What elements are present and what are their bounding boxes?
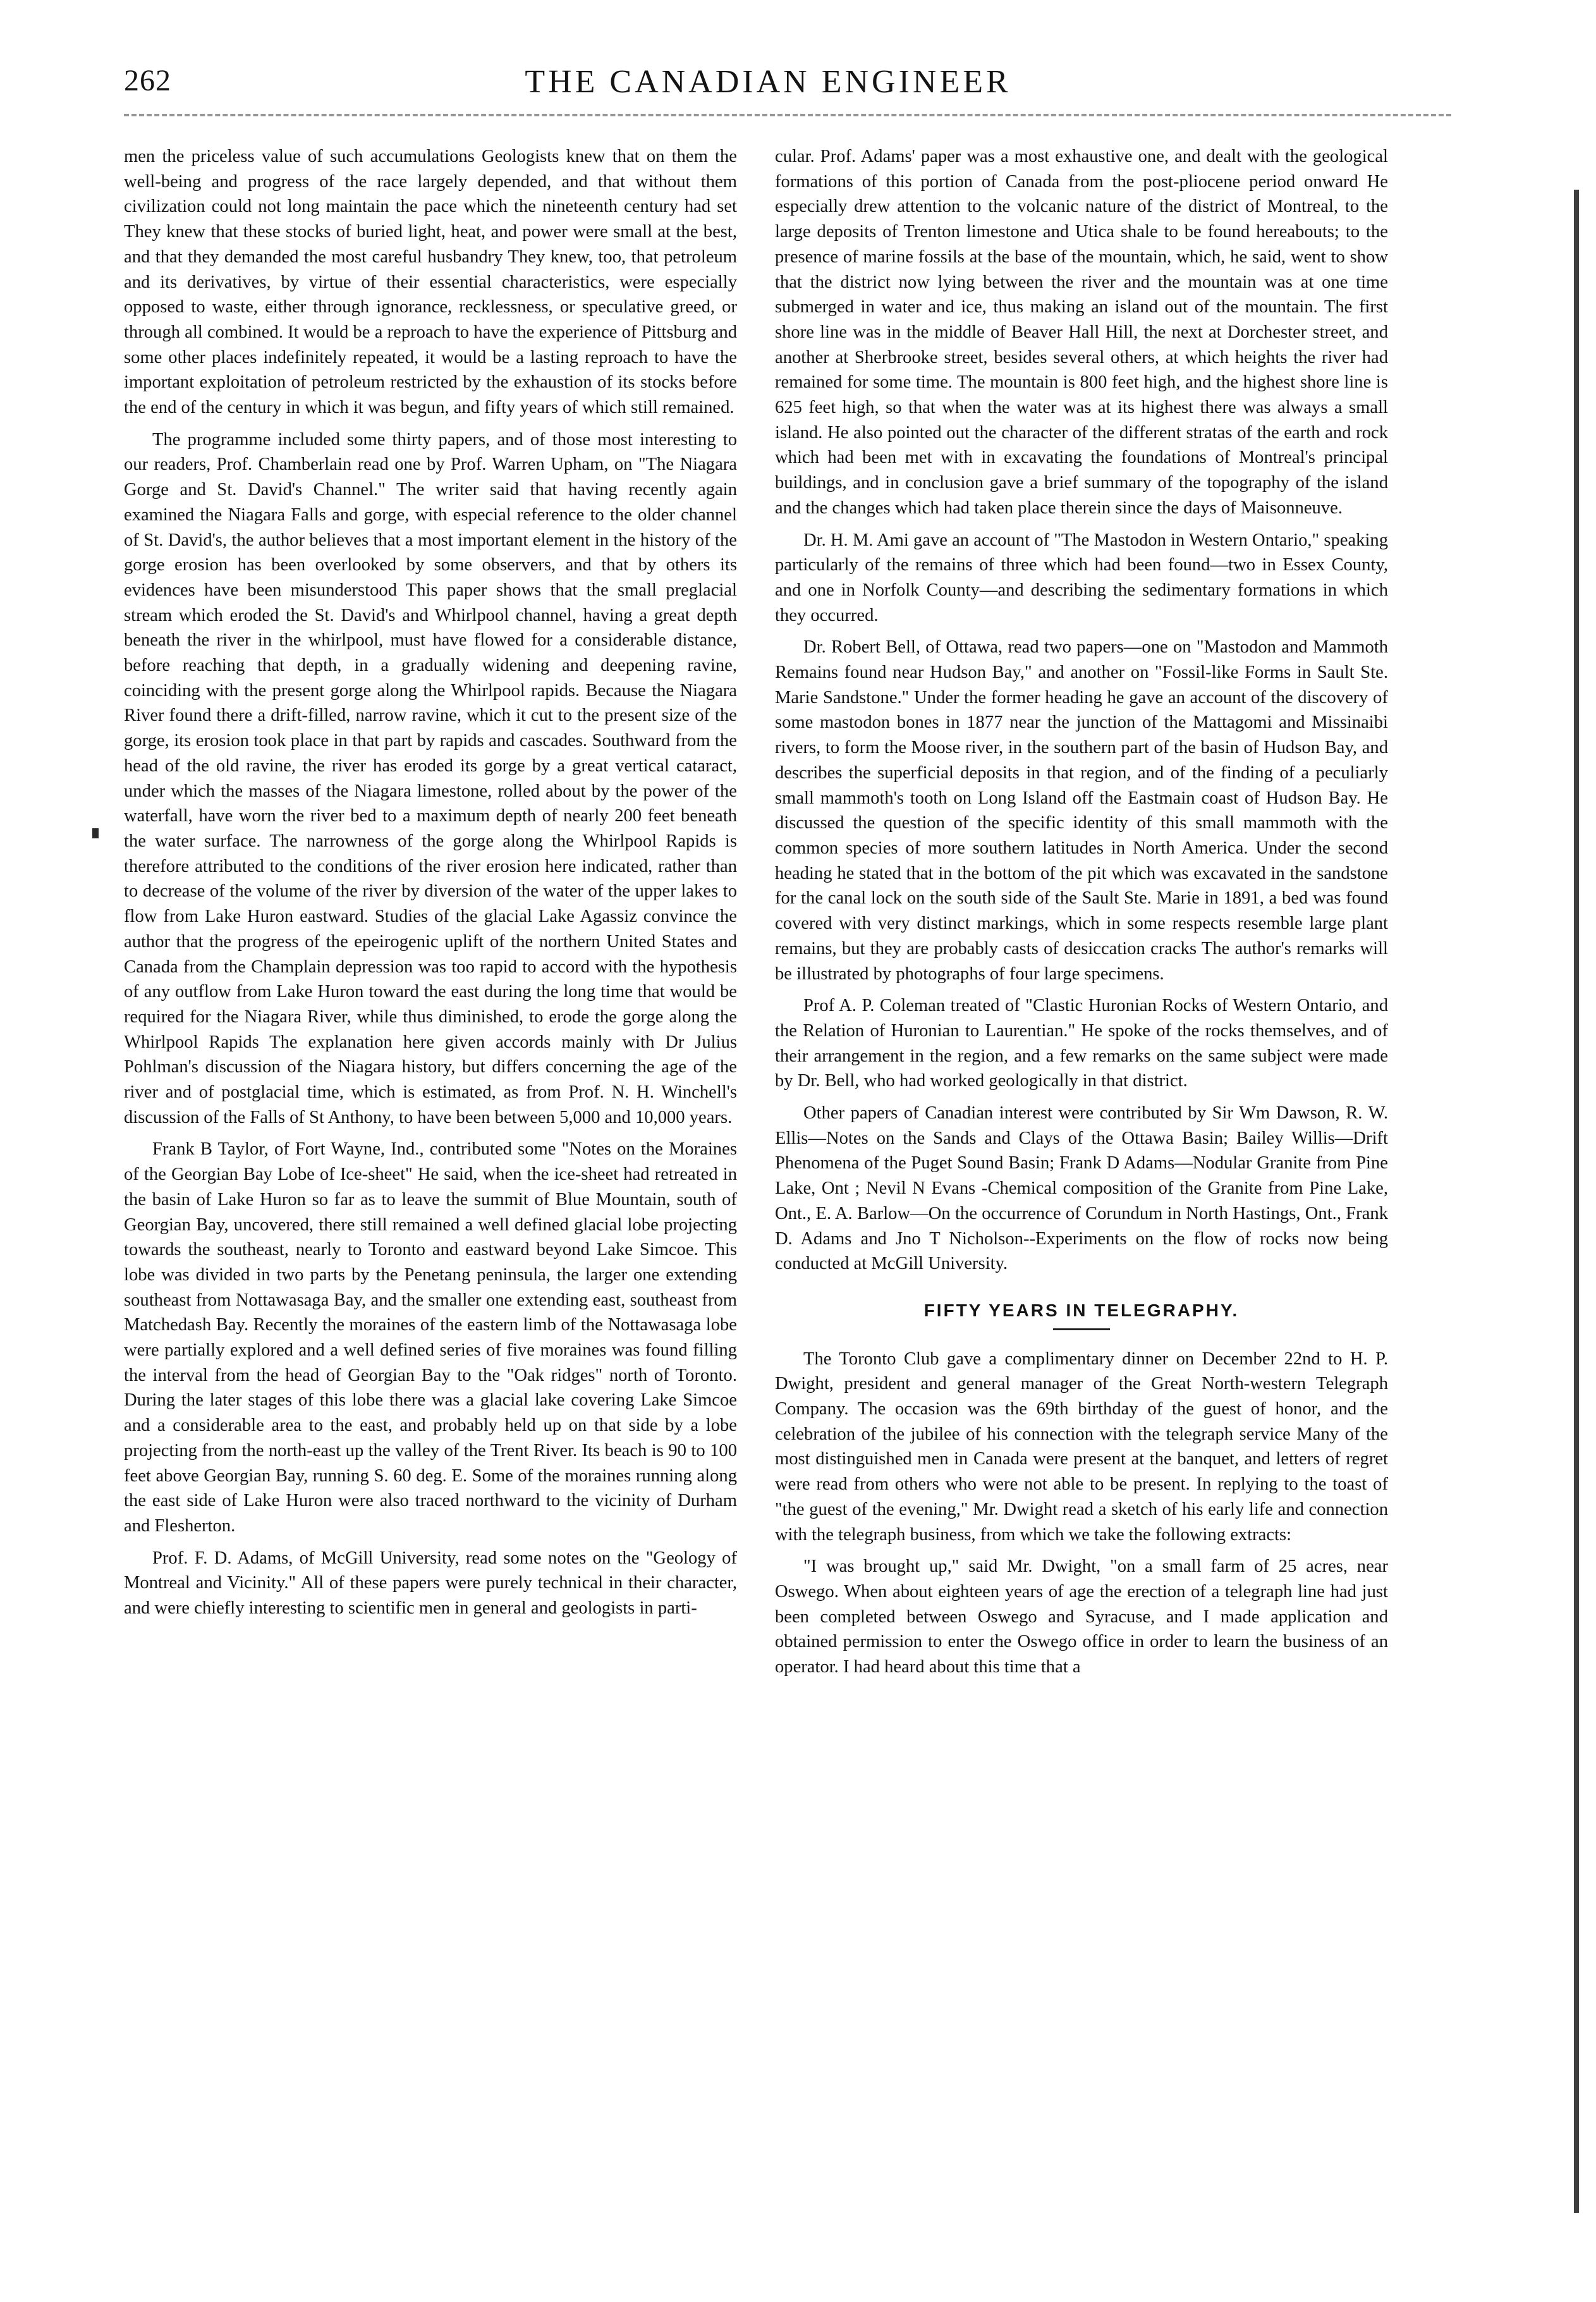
body-paragraph: Dr. Robert Bell, of Ottawa, read two papers—one on "Mastodon and Mammoth Remains found near Hudson Bay," and another on "Fossil-like Forms in Sault Ste. Marie Sandstone." Under the former heading he gave an account of the discovery of some mastodon bones in 1877 near the junction of the Mattagomi and Missinaibi rivers, to form the Moose river, in the southern part of the basin of Hudson Bay, and describes the superficial deposits in that region, and of the finding of a peculiarly small mammoth's tooth on Long Island off the Eastmain coast of Hudson Bay. He discussed the question of the specific identity of this small mammoth with the common species of more southern latitudes in North America. Under the second heading he stated that in the bottom of the pit which was excavated in the sandstone for the canal lock on the south side of the Sault Ste. Marie in 1891, a bed was found covered with very distinct markings, which in some respects resemble large plant remains, but they are probably casts of desiccation cracks The author's remarks will be illustrated by photographs of four large specimens.: [775, 637, 1388, 984]
body-paragraph: The programme included some thirty papers, and of those most interesting to our readers, Prof. Chamberlain read one by Prof. Warren Upham, on "The Niagara Gorge and St. David's Channel." The writer said that having recently again examined the Niagara Falls and gorge, with especial reference to the older channel of St. David's, the author believes that a most important element in the history of the gorge erosion has been overlooked by some observers, and that by others its evidences have been misunderstood This paper shows that the small preglacial stream which eroded the St. David's and Whirlpool channel, having a great depth beneath the river in the whirlpool, must have flowed for a considerable distance, before reaching that depth, in a gradually widening and deepening ravine, coinciding with the present gorge along the Whirlpool rapids. Because the Niagara River found there a drift-filled, narrow ravine, which it cut to the present size of the gorge, its erosion took place in that part by rapids and cascades. Southward from the head of the old ravine, the river has eroded its gorge by a great vertical cataract, under which the masses of the Niagara limestone, rolled about by the power of the waterfall, have worn the river bed to a maximum depth of nearly 200 feet beneath the water surface. The narrowness of the gorge along the Whirlpool Rapids is therefore attributed to the conditions of the river erosion here indicated, rather than to decrease of the volume of the river by diversion of the water of the upper lakes to flow from Lake Huron eastward. Studies of the glacial Lake Agassiz convince the author that the progress of the epeirogenic uplift of the northern United States and Canada from the Champlain depression was too rapid to accord with the hypothesis of any outflow from Lake Huron toward the east during the long time that would be required for the Niagara River, while thus diminished, to erode the gorge along the Whirlpool Rapids The explanation here given accords mainly with Dr Julius Pohlman's discussion of the Niagara history, but differs concerning the age of the river and of postglacial time, which is estimated, as from Prof. N. H. Winchell's discussion of the Falls of St Anthony, to have been between 5,000 and 10,000 years.: [124, 429, 737, 1127]
section-rule: [1053, 1328, 1110, 1330]
body-paragraph: Dr. H. M. Ami gave an account of "The Mastodon in Western Ontario," speaking particularly of the remains of three which had been found—two in Essex County, and one in Norfolk County—and describing the sedimentary formations in which they occurred.: [775, 530, 1388, 625]
right-column: [775, 144, 1388, 1687]
margin-mark: [92, 828, 99, 838]
body-paragraph: Prof A. P. Coleman treated of "Clastic Huronian Rocks of Western Ontario, and the Relation of Huronian to Laurentian." He spoke of the rocks themselves, and of their arrangement in the region, and a few remarks on the same subject were made by Dr. Bell, who had worked geologically in that district.: [775, 996, 1388, 1091]
body-paragraph: "I was brought up," said Mr. Dwight, "on a small farm of 25 acres, near Oswego. When about eighteen years of age the erection of a telegraph line had just been completed between Oswego and Syracuse, and I made application and obtained permission to enter the Oswego office in order to learn the business of an operator. I had heard about this time that a: [775, 1557, 1388, 1677]
journal-title: THE CANADIAN ENGINEER: [525, 64, 1011, 100]
body-paragraph: men the priceless value of such accumulations Geologists knew that on them the well-being and progress of the race largely depended, and that without them civilization could not long maintain the pace which the nineteenth century had set They knew that these stocks of buried light, heat, and power were small at the best, and that they demanded the most careful husbandry They knew, too, that petroleum and its derivatives, by virtue of their essential characteristics, were especially opposed to waste, either through ignorance, recklessness, or speculative greed, or through all combined. It would be a reproach to have the experience of Pittsburg and some other places indefinitely repeated, it would be a lasting reproach to have the important exploitation of petroleum restricted by the exhaustion of its stocks before the end of the century in which it was begun, and fifty years of which still remained.: [124, 147, 737, 418]
body-paragraph: cular. Prof. Adams' paper was a most exhaustive one, and dealt with the geological formations of this portion of Canada from the post-pliocene period onward He especially drew attention to the volcanic nature of the district of Montreal, to the large deposits of Trenton limestone and Utica shale to be found hereabouts; to the presence of marine fossils at the base of the mountain, which, he said, went to show that the district now lying between the river and the mountain was at one time submerged in water and ice, thus making an island out of the mountain. The first shore line was in the middle of Beaver Hall Hill, the next at Dorchester street, and another at Sherbrooke street, besides several others, at which heights the river had remained for some time. The mountain is 800 feet high, and the highest shore line is 625 feet high, so that when the water was at its highest there was always a small island. He also pointed out the character of the different stratas of the earth and rock which had been met with in excavating the foundations of Montreal's principal buildings, and in conclusion gave a brief summary of the topography of the island and the changes which had taken place therein since the days of Maisonneuve.: [775, 147, 1388, 518]
body-paragraph: Frank B Taylor, of Fort Wayne, Ind., contributed some "Notes on the Moraines of the Georgian Bay Lobe of Ice-sheet" He said, when the ice-sheet had retreated in the basin of Lake Huron so far as to leave the summit of Blue Mountain, south of Georgian Bay, uncovered, there still remained a well defined glacial lobe projecting towards the southeast, nearly to Toronto and eastward beyond Lake Simcoe. This lobe was divided in two parts by the Penetang peninsula, the larger one extending southeast from Nottawasaga Bay, and the smaller one extending east, southeast from Matchedash Bay. Recently the moraines of the eastern limb of the Nottawasaga lobe were partially explored and a well defined series of five moraines was found filling the interval from the head of Georgian Bay to the "Oak ridges" north of Toronto. During the later stages of this lobe there was a glacial lake covering Lake Simcoe and a considerable area to the east, and probably held up on that side by a lobe projecting from the north-east up the valley of the Trent River. Its beach is 90 to 100 feet above Georgian Bay, running S. 60 deg. E. Some of the moraines running along the east side of Lake Huron were also traced northward to the vicinity of Durham and Flesherton.: [124, 1139, 737, 1536]
body-paragraph: Prof. F. D. Adams, of McGill University, read some notes on the "Geology of Montreal and Vicinity." All of these papers were purely technical in their character, and were chiefly interesting to scientific men in general and geologists in parti-: [124, 1548, 737, 1619]
header-rule: [124, 114, 1451, 116]
binding-edge: [1574, 190, 1579, 2213]
page-number: 262: [124, 64, 171, 97]
left-column: [124, 144, 737, 1628]
body-paragraph: The Toronto Club gave a complimentary dinner on December 22nd to H. P. Dwight, president and general manager of the Great North-western Telegraph Company. The occasion was the 69th birthday of the guest of honor, and the celebration of the jubilee of his connection with the telegraph service Many of the most distinguished men in Canada were present at the banquet, and letters of regret were read from others who were not able to be present. In replying to the toast of "the guest of the evening," Mr. Dwight read a sketch of his early life and connection with the telegraph business, from which we take the following extracts:: [775, 1349, 1388, 1545]
section-heading: FIFTY YEARS IN TELEGRAPHY.: [923, 1300, 1240, 1320]
body-paragraph: Other papers of Canadian interest were contributed by Sir Wm Dawson, R. W. Ellis—Notes on the Sands and Clays of the Ottawa Basin; Bailey Willis—Drift Phenomena of the Puget Sound Basin; Frank D Adams—Nodular Granite from Pine Lake, Ont ; Nevil N Evans -Chemical composition of the Granite from Pine Lake, Ont., E. A. Barlow—On the occurrence of Corundum in North Hastings, Ont., Frank D. Adams and Jno T Nicholson--Experiments on the flow of rocks now being conducted at McGill University.: [775, 1103, 1388, 1274]
